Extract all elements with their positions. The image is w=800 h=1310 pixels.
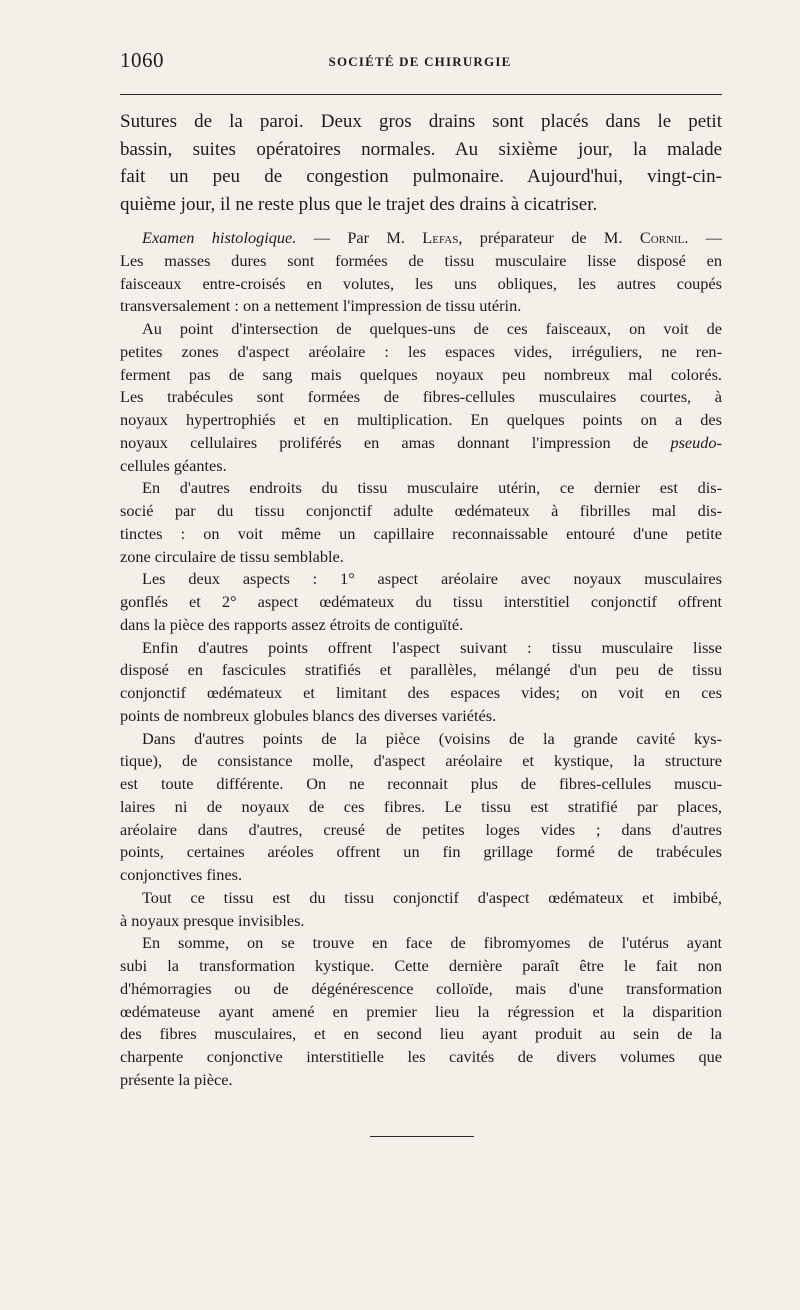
paragraph-dissociation (120, 477, 722, 568)
text-line: dans la pièce des rapports assez étroits de contiguïté. (120, 614, 464, 634)
text-line: Dans d'autres points de la pièce (voisins de la grande cavité kys- (142, 728, 722, 748)
text-line: charpente conjonctive interstitielle les cavités de divers volumes que (120, 1047, 722, 1066)
intro-paragraph (120, 108, 722, 218)
text-line: cellules géantes. (120, 455, 227, 475)
text-line: est toute différente. On ne reconnait plus de fibres-cellules muscu- (120, 774, 722, 793)
text-line: Sutures de la paroi. Deux gros drains sont placés dans le petit (120, 111, 722, 132)
paragraph-cystic-structure (120, 728, 722, 887)
text-line: faisceaux entre-croisés en volutes, les uns obliques, les autres coupés (120, 273, 722, 293)
text-line: En somme, on se trouve en face de fibromyomes de l'utérus ayant (142, 933, 722, 953)
text-line: Tout ce tissu est du tissu conjonctif d'aspect œdémateux et imbibé, (142, 887, 722, 907)
text-line: points, certaines aréoles offrent un fin grillage formé de trabécules (120, 842, 722, 862)
text-line: socié par du tissu conjonctif adulte œdémateux à fibrilles mal dis- (120, 501, 722, 520)
text-line: à noyaux presque invisibles. (120, 910, 305, 930)
exam-heading-line: Examen histologique. — Par M. Lefas, préparateur de M. Cornil. — (142, 228, 723, 247)
text-line: bassin, suites opératoires normales. Au sixième jour, la malade (120, 138, 722, 160)
text-line: conjonctif œdémateux et limitant des espaces vides; on voit en ces (120, 683, 722, 702)
text-line: Les trabécules sont formées de fibres-cellules musculaires courtes, à (120, 387, 722, 407)
italic-term: pseudo- (670, 432, 722, 452)
paragraph-intersection (120, 318, 722, 477)
text-line: fait un peu de congestion pulmonaire. Aujourd'hui, vingt-cin- (120, 166, 722, 187)
text-line: En d'autres endroits du tissu musculaire utérin, ce dernier est dis- (142, 478, 722, 498)
text-line: disposé en fascicules stratifiés et parallèles, mélangé d'un peu de tissu (120, 660, 722, 680)
chief-name: Cornil (639, 228, 685, 247)
text-line: conjonctives fines. (120, 865, 243, 884)
paragraph-two-aspects (120, 568, 722, 636)
paragraph-conclusion (120, 932, 722, 1091)
text-line: laires ni de noyaux de ces fibres. Le tissu est stratifié par places, (120, 796, 722, 816)
text-line: d'hémorragies ou de dégénérescence colloïde, mais d'une transformation (120, 978, 722, 998)
author-name: Lefas (422, 228, 459, 247)
header-rule (120, 94, 722, 95)
text-line: ferment pas de sang mais quelques noyaux peu nombreux mal colorés. (120, 364, 722, 384)
text-line: noyaux hypertrophiés et en multiplication. En quelques points on a des (120, 410, 722, 429)
text-line: œdémateuse ayant amené en premier lieu la régression et la disparition (120, 1001, 722, 1021)
text-line: transversalement : on a nettement l'impression de tissu utérin. (120, 296, 522, 316)
section-end-rule (370, 1136, 474, 1137)
text-line: points de nombreux globules blancs des diverses variétés. (120, 705, 497, 725)
text-line: Au point d'intersection de quelques-uns de ces faisceaux, on voit de (142, 319, 722, 338)
text-line: Les masses dures sont formées de tissu musculaire lisse disposé en (120, 250, 722, 270)
text-line: Enfin d'autres points offrent l'aspect suivant : tissu musculaire lisse (142, 637, 722, 657)
text-line: petites zones d'aspect aréolaire : les espaces vides, irréguliers, ne ren- (120, 341, 722, 361)
text-line: subi la transformation kystique. Cette dernière paraît être le fait non (120, 956, 722, 975)
text-line: zone circulaire de tissu semblable. (120, 546, 344, 566)
text-line: quième jour, il ne reste plus que le trajet des drains à cicatriser. (120, 193, 598, 215)
exam-paragraph (120, 227, 722, 318)
text-line: gonflés et 2° aspect œdémateux du tissu interstitiel conjonctif offrent (120, 592, 722, 611)
running-title: SOCIÉTÉ DE CHIRURGIE (328, 54, 512, 69)
text-line: Les deux aspects : 1° aspect aréolaire avec noyaux musculaires (142, 569, 722, 589)
text-line: tinctes : on voit même un capillaire reconnaissable entouré d'une petite (120, 523, 722, 543)
paragraph-fascicles (120, 637, 722, 728)
page-number: 1060 (120, 48, 164, 72)
text-line: noyaux cellulaires proliférés en amas donnant l'impression de pseudo- (120, 432, 722, 452)
histology-section (120, 227, 722, 1092)
text-line: présente la pièce. (120, 1069, 233, 1089)
page-header (120, 48, 720, 78)
paragraph-edematous-tissue (120, 887, 722, 933)
text-line: aréolaire dans d'autres, creusé de petites loges vides ; dans d'autres (120, 819, 722, 839)
text-line: tique), de consistance molle, d'aspect aréolaire et kystique, la structure (120, 751, 722, 771)
text-line: des fibres musculaires, et en second lieu ayant produit au sein de la (120, 1024, 722, 1044)
exam-label: Examen histologique. (142, 228, 297, 247)
